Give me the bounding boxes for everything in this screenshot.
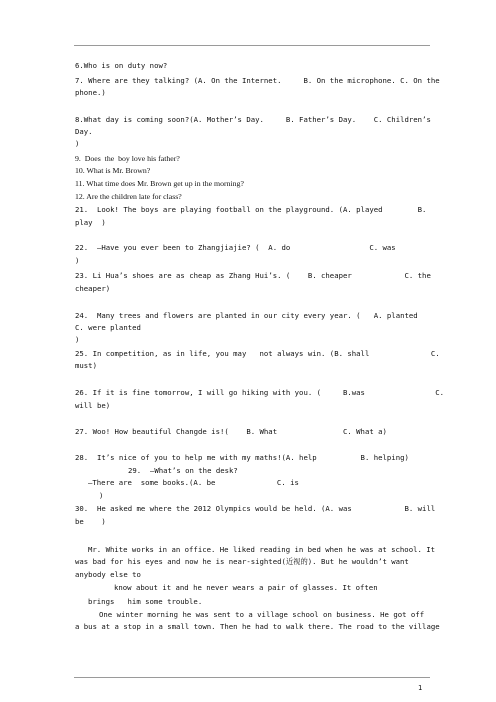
text-line: 7. Where are they talking? (A. On the Internet. B. On the microphone. C. On the: [75, 76, 440, 85]
text-line: 26. If it is fine tomorrow, I will go hiking with you. ( B.was C.: [75, 388, 445, 397]
text-line: brings him some trouble.: [88, 597, 203, 606]
text-line: Day.: [75, 127, 93, 136]
text-line: 22. –Have you ever been to Zhangjiajie? ( A. do C. was: [75, 243, 396, 252]
text-line: C. were planted: [75, 323, 141, 332]
text-line: 28. It’s nice of you to help me with my maths!(A. help B. helping): [75, 453, 409, 462]
text-line: ): [75, 139, 80, 148]
text-line: play ): [75, 218, 106, 227]
text-line: 11. What time does Mr. Brown get up in the morning?: [75, 179, 244, 188]
text-line: will be): [75, 401, 111, 410]
text-line: know about it and he never wears a pair of glasses. It often: [114, 583, 378, 592]
text-line: cheaper): [75, 284, 111, 293]
text-line: 25. In competition, as in life, you may not always win. (B. shall C.: [75, 349, 440, 358]
text-line: ): [75, 335, 80, 344]
text-line: 8.What day is coming soon?(A. Mother’s Day. B. Father’s Day. C. Children’s: [75, 115, 431, 124]
text-line: 29. –What’s on the desk?: [128, 466, 238, 475]
text-line: One winter morning he was sent to a village school on business. He got off: [99, 610, 425, 619]
text-line: 9. Does the boy love his father?: [75, 154, 180, 163]
text-line: anybody else to: [75, 570, 141, 579]
text-line: Mr. White works in an office. He liked reading in bed when he was at school. It: [88, 545, 436, 554]
text-line: be ): [75, 517, 106, 526]
text-line: 12. Are the children late for class?: [75, 192, 182, 201]
text-line: must): [75, 361, 97, 370]
bottom-rule: [74, 677, 430, 678]
text-line: a bus at a stop in a small town. Then he had to walk there. The road to the village: [75, 622, 440, 631]
text-line: –There are some books.(A. be C. is: [88, 478, 299, 487]
text-line: 30. He asked me where the 2012 Olympics would be held. (A. was B. will: [75, 504, 436, 513]
text-line: 10. What is Mr. Brown?: [75, 166, 151, 175]
text-line: 24. Many trees and flowers are planted in our city every year. ( A. planted: [75, 311, 418, 320]
text-line: 27. Woo! How beautiful Changde is!( B. What C. What a): [75, 427, 387, 436]
text-line: 21. Look! The boys are playing football on the playground. (A. played B.: [75, 205, 427, 214]
text-line: ): [99, 491, 104, 500]
text-line: 6.Who is on duty now?: [75, 61, 168, 70]
page-number: 1: [418, 684, 423, 692]
text-line: was bad for his eyes and now he is near-sighted(近视的). But he wouldn’t want: [75, 557, 409, 566]
text-line: ): [75, 256, 80, 265]
top-rule: [74, 45, 430, 46]
text-line: phone.): [75, 88, 106, 97]
text-line: 23. Li Hua’s shoes are as cheap as Zhang Hui’s. ( B. cheaper C. the: [75, 271, 431, 280]
